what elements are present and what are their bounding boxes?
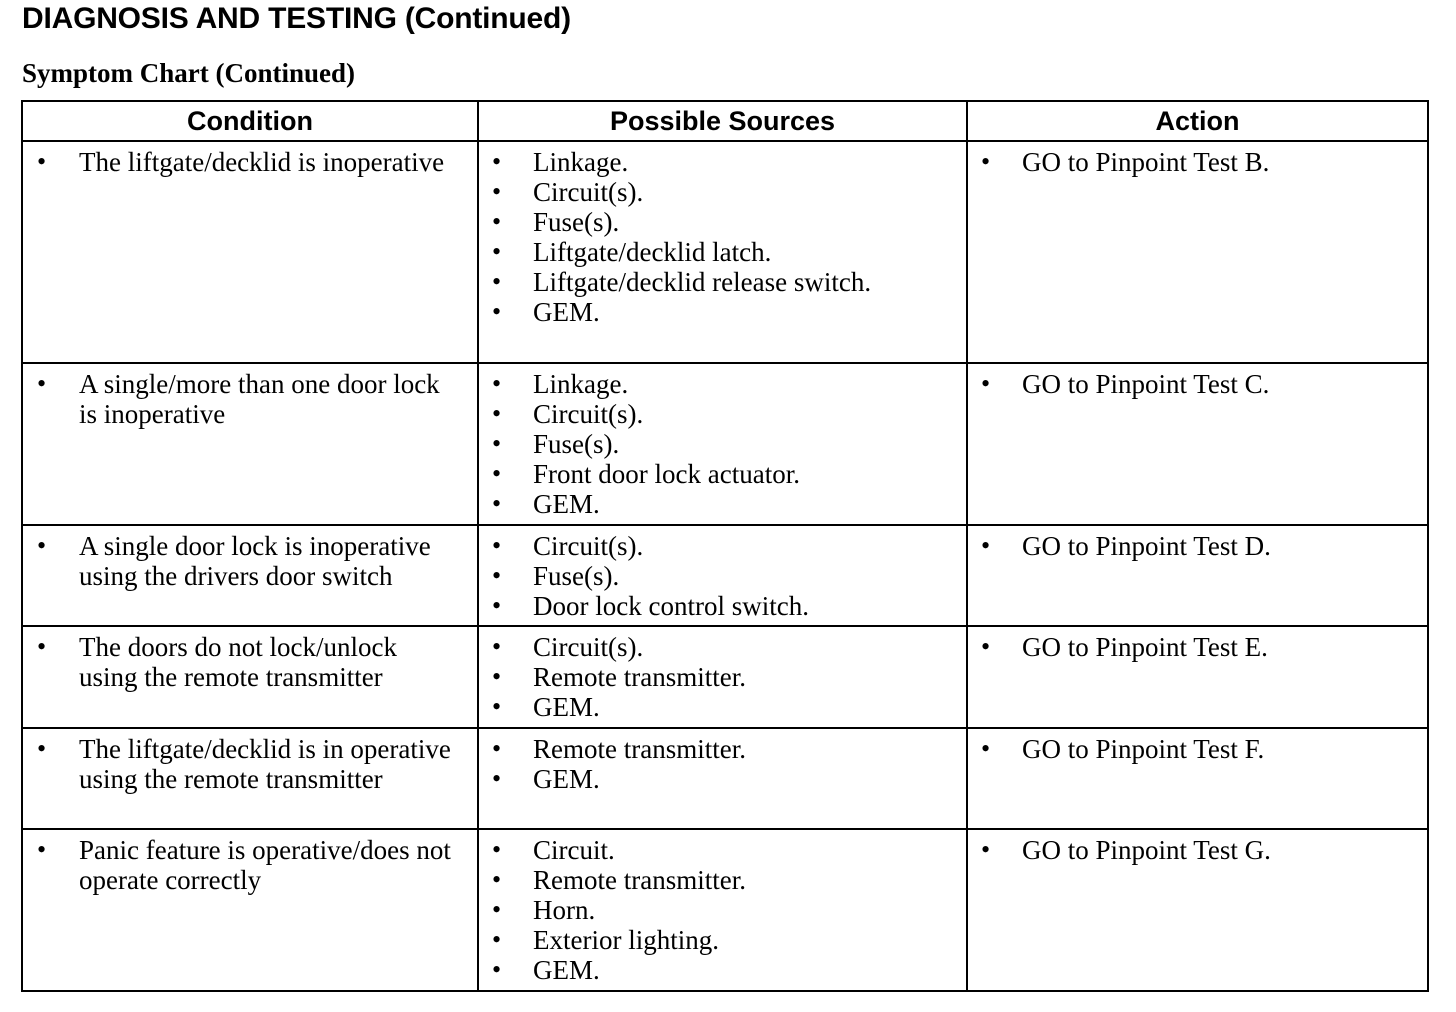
action-text: GO to Pinpoint Test B. bbox=[1022, 147, 1270, 177]
table-row bbox=[22, 728, 1428, 829]
action-text: GO to Pinpoint Test F. bbox=[1022, 734, 1265, 764]
bullet-icon: • bbox=[492, 369, 502, 398]
list-item bbox=[479, 207, 966, 237]
bullet-icon: • bbox=[492, 561, 502, 590]
bullet-icon: • bbox=[492, 531, 502, 560]
list-item bbox=[479, 865, 966, 895]
header-condition: Condition bbox=[22, 101, 478, 141]
list-item bbox=[479, 692, 966, 722]
condition-text: The liftgate/decklid is inoperative bbox=[79, 147, 445, 177]
list-item bbox=[479, 267, 966, 297]
source-text: Fuse(s). bbox=[533, 429, 620, 459]
condition-cell bbox=[22, 363, 478, 525]
list-item bbox=[479, 561, 966, 591]
bullet-icon: • bbox=[492, 955, 502, 984]
list-item bbox=[479, 429, 966, 459]
list-item bbox=[479, 925, 966, 955]
page-title: DIAGNOSIS AND TESTING (Continued) bbox=[22, 2, 571, 35]
sources-cell bbox=[478, 363, 967, 525]
action-cell bbox=[967, 829, 1428, 991]
sources-cell bbox=[478, 626, 967, 728]
action-cell bbox=[967, 525, 1428, 626]
action-text: GO to Pinpoint Test D. bbox=[1022, 531, 1271, 561]
condition-cell bbox=[22, 829, 478, 991]
table-row bbox=[22, 363, 1428, 525]
list-item bbox=[479, 297, 966, 327]
source-text: Circuit(s). bbox=[533, 399, 644, 429]
list-item bbox=[479, 489, 966, 519]
list-item bbox=[479, 734, 966, 764]
source-text: Door lock control switch. bbox=[533, 591, 809, 621]
condition-cell bbox=[22, 525, 478, 626]
action-text: GO to Pinpoint Test G. bbox=[1022, 835, 1271, 865]
condition-text: The liftgate/decklid is in operative using the remote transmitter bbox=[79, 734, 451, 794]
list-item bbox=[479, 147, 966, 177]
list-item bbox=[479, 895, 966, 925]
source-text: Liftgate/decklid latch. bbox=[533, 237, 772, 267]
bullet-icon: • bbox=[492, 895, 502, 924]
source-text: GEM. bbox=[533, 297, 600, 327]
header-possible-sources: Possible Sources bbox=[478, 101, 967, 141]
bullet-icon: • bbox=[981, 734, 991, 763]
condition-text: The doors do not lock/unlock using the remote transmitter bbox=[79, 632, 397, 692]
bullet-icon: • bbox=[492, 267, 502, 296]
bullet-icon: • bbox=[492, 692, 502, 721]
bullet-icon: • bbox=[981, 147, 991, 176]
condition-cell bbox=[22, 626, 478, 728]
list-item bbox=[479, 531, 966, 561]
list-item bbox=[968, 632, 1427, 662]
list-item bbox=[479, 835, 966, 865]
bullet-icon: • bbox=[492, 662, 502, 691]
action-cell bbox=[967, 626, 1428, 728]
source-text: Circuit(s). bbox=[533, 531, 644, 561]
list-item bbox=[23, 632, 477, 692]
list-item bbox=[968, 369, 1427, 399]
list-item bbox=[968, 835, 1427, 865]
bullet-icon: • bbox=[492, 734, 502, 763]
bullet-icon: • bbox=[492, 177, 502, 206]
source-text: Circuit(s). bbox=[533, 177, 644, 207]
condition-text: Panic feature is operative/does not operate correctly bbox=[79, 835, 451, 895]
bullet-icon: • bbox=[981, 632, 991, 661]
bullet-icon: • bbox=[492, 489, 502, 518]
bullet-icon: • bbox=[492, 297, 502, 326]
list-item bbox=[23, 531, 477, 591]
list-item bbox=[479, 662, 966, 692]
bullet-icon: • bbox=[981, 835, 991, 864]
list-item bbox=[479, 459, 966, 489]
source-text: Front door lock actuator. bbox=[533, 459, 800, 489]
list-item bbox=[479, 591, 966, 621]
list-item bbox=[479, 955, 966, 985]
condition-cell bbox=[22, 728, 478, 829]
source-text: Circuit. bbox=[533, 835, 615, 865]
list-item bbox=[968, 734, 1427, 764]
bullet-icon: • bbox=[37, 531, 47, 560]
source-text: Horn. bbox=[533, 895, 596, 925]
list-item bbox=[479, 177, 966, 207]
bullet-icon: • bbox=[492, 591, 502, 620]
source-text: Remote transmitter. bbox=[533, 662, 746, 692]
bullet-icon: • bbox=[492, 429, 502, 458]
condition-cell bbox=[22, 141, 478, 363]
source-text: GEM. bbox=[533, 955, 600, 985]
bullet-icon: • bbox=[492, 237, 502, 266]
action-cell bbox=[967, 728, 1428, 829]
bullet-icon: • bbox=[492, 147, 502, 176]
bullet-icon: • bbox=[492, 925, 502, 954]
condition-text: A single/more than one door lock is inoperative bbox=[79, 369, 440, 429]
bullet-icon: • bbox=[492, 632, 502, 661]
table-row bbox=[22, 829, 1428, 991]
bullet-icon: • bbox=[37, 147, 47, 176]
list-item bbox=[23, 369, 477, 429]
bullet-icon: • bbox=[37, 835, 47, 864]
bullet-icon: • bbox=[492, 207, 502, 236]
list-item bbox=[479, 764, 966, 794]
list-item bbox=[479, 237, 966, 267]
table-row bbox=[22, 626, 1428, 728]
source-text: Fuse(s). bbox=[533, 207, 620, 237]
sources-cell bbox=[478, 141, 967, 363]
symptom-chart-table bbox=[21, 100, 1429, 992]
bullet-icon: • bbox=[981, 531, 991, 560]
table-header-row bbox=[22, 101, 1428, 141]
bullet-icon: • bbox=[492, 764, 502, 793]
source-text: GEM. bbox=[533, 692, 600, 722]
list-item bbox=[479, 399, 966, 429]
source-text: Linkage. bbox=[533, 147, 629, 177]
bullet-icon: • bbox=[37, 632, 47, 661]
condition-text: A single door lock is inoperative using the drivers door switch bbox=[79, 531, 431, 591]
chart-title: Symptom Chart (Continued) bbox=[22, 58, 356, 88]
action-text: GO to Pinpoint Test E. bbox=[1022, 632, 1268, 662]
bullet-icon: • bbox=[37, 734, 47, 763]
table-row bbox=[22, 141, 1428, 363]
source-text: GEM. bbox=[533, 764, 600, 794]
sources-cell bbox=[478, 525, 967, 626]
source-text: GEM. bbox=[533, 489, 600, 519]
action-text: GO to Pinpoint Test C. bbox=[1022, 369, 1270, 399]
list-item bbox=[968, 531, 1427, 561]
action-cell bbox=[967, 363, 1428, 525]
bullet-icon: • bbox=[981, 369, 991, 398]
list-item bbox=[23, 835, 477, 895]
source-text: Remote transmitter. bbox=[533, 865, 746, 895]
sources-cell bbox=[478, 728, 967, 829]
bullet-icon: • bbox=[492, 399, 502, 428]
list-item bbox=[479, 369, 966, 399]
header-action: Action bbox=[967, 101, 1428, 141]
source-text: Liftgate/decklid release switch. bbox=[533, 267, 872, 297]
source-text: Fuse(s). bbox=[533, 561, 620, 591]
list-item bbox=[23, 734, 477, 794]
source-text: Circuit(s). bbox=[533, 632, 644, 662]
list-item bbox=[479, 632, 966, 662]
action-cell bbox=[967, 141, 1428, 363]
table-row bbox=[22, 525, 1428, 626]
source-text: Remote transmitter. bbox=[533, 734, 746, 764]
bullet-icon: • bbox=[492, 459, 502, 488]
bullet-icon: • bbox=[37, 369, 47, 398]
source-text: Linkage. bbox=[533, 369, 629, 399]
list-item bbox=[968, 147, 1427, 177]
bullet-icon: • bbox=[492, 835, 502, 864]
bullet-icon: • bbox=[492, 865, 502, 894]
list-item bbox=[23, 147, 477, 177]
sources-cell bbox=[478, 829, 967, 991]
source-text: Exterior lighting. bbox=[533, 925, 719, 955]
